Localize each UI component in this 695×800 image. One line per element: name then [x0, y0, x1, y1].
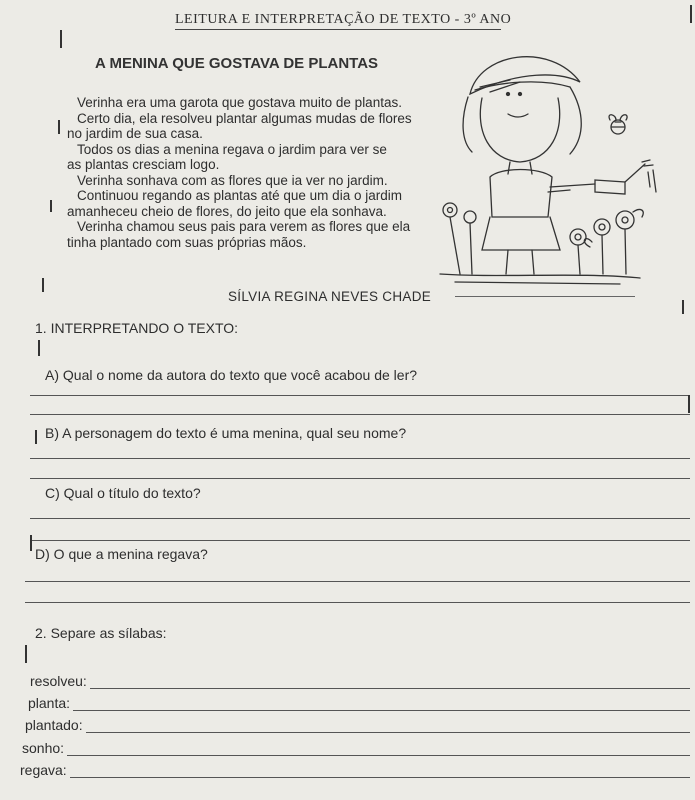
margin-mark [42, 278, 44, 292]
margin-mark [50, 200, 52, 212]
heading-underline [175, 29, 501, 30]
answer-line-b-2[interactable] [30, 478, 690, 479]
section1-title: 1. INTERPRETANDO O TEXTO: [35, 320, 239, 336]
margin-mark [688, 395, 690, 413]
story-title: A MENINA QUE GOSTAVA DE PLANTAS [95, 55, 379, 72]
story-line: Verinha chamou seus pais para verem as flores que ela [77, 219, 411, 234]
syllable-answer-line[interactable] [73, 699, 690, 711]
margin-mark [35, 430, 37, 444]
question-b: B) A personagem do texto é uma menina, qual seu nome? [45, 425, 407, 441]
syllable-word: sonho: [22, 740, 65, 756]
syllable-word: regava: [20, 762, 67, 778]
syllable-answer-line[interactable] [86, 721, 690, 733]
story-line: tinha plantado com suas próprias mãos. [67, 234, 307, 250]
syllable-answer-line[interactable] [90, 677, 690, 689]
syllable-answer-line[interactable] [70, 766, 690, 778]
answer-line-b-1[interactable] [30, 458, 690, 459]
girl-watering-can-illustration [420, 42, 660, 292]
story-text [55, 95, 475, 250]
answer-line-c-2[interactable] [30, 540, 690, 541]
margin-mark [25, 645, 27, 663]
syllable-word: resolveu: [30, 673, 87, 689]
story-author: SÍLVIA REGINA NEVES CHADE [228, 289, 432, 304]
answer-line-a-2[interactable] [30, 414, 690, 415]
syllable-row [22, 740, 690, 756]
syllable-row [25, 717, 690, 733]
story-line: Todos os dias a menina regava o jardim para ver se [77, 141, 387, 157]
answer-line-a-1[interactable] [30, 395, 690, 396]
syllable-row [28, 695, 690, 711]
story-line: Certo dia, ela resolveu plantar algumas mudas de flores [77, 110, 412, 126]
worksheet-heading [175, 12, 511, 28]
section2-title: 2. Separe as sílabas: [35, 625, 167, 641]
heading-text: LEITURA E INTERPRETAÇÃO DE TEXTO - 3º ANO [175, 12, 512, 27]
story-line: Verinha era uma garota que gostava muito de plantas. [77, 95, 402, 110]
story-line: Continuou regando as plantas até que um dia o jardim [77, 188, 402, 203]
margin-mark [38, 340, 40, 356]
syllable-row [20, 762, 690, 778]
question-d: D) O que a menina regava? [35, 546, 208, 562]
author-rule [455, 296, 635, 297]
margin-mark [60, 30, 62, 48]
story-line: as plantas cresciam logo. [67, 157, 220, 172]
question-a: A) Qual o nome da autora do texto que você acabou de ler? [45, 367, 418, 383]
question-c: C) Qual o título do texto? [45, 485, 201, 501]
margin-mark [690, 5, 692, 23]
story-line: amanheceu cheio de flores, do jeito que ela sonhava. [67, 203, 387, 219]
margin-mark [682, 300, 684, 314]
answer-line-d-1[interactable] [25, 581, 690, 582]
syllable-word: plantado: [25, 717, 83, 733]
answer-line-c-1[interactable] [30, 518, 690, 519]
story-line: no jardim de sua casa. [67, 126, 203, 141]
syllable-word: planta: [28, 695, 71, 711]
syllable-row [30, 673, 690, 689]
answer-line-d-2[interactable] [25, 602, 690, 603]
margin-mark [30, 535, 32, 551]
margin-mark [58, 120, 60, 134]
syllable-answer-line[interactable] [67, 744, 690, 756]
story-line: Verinha sonhava com as flores que ia ver no jardim. [77, 172, 388, 188]
